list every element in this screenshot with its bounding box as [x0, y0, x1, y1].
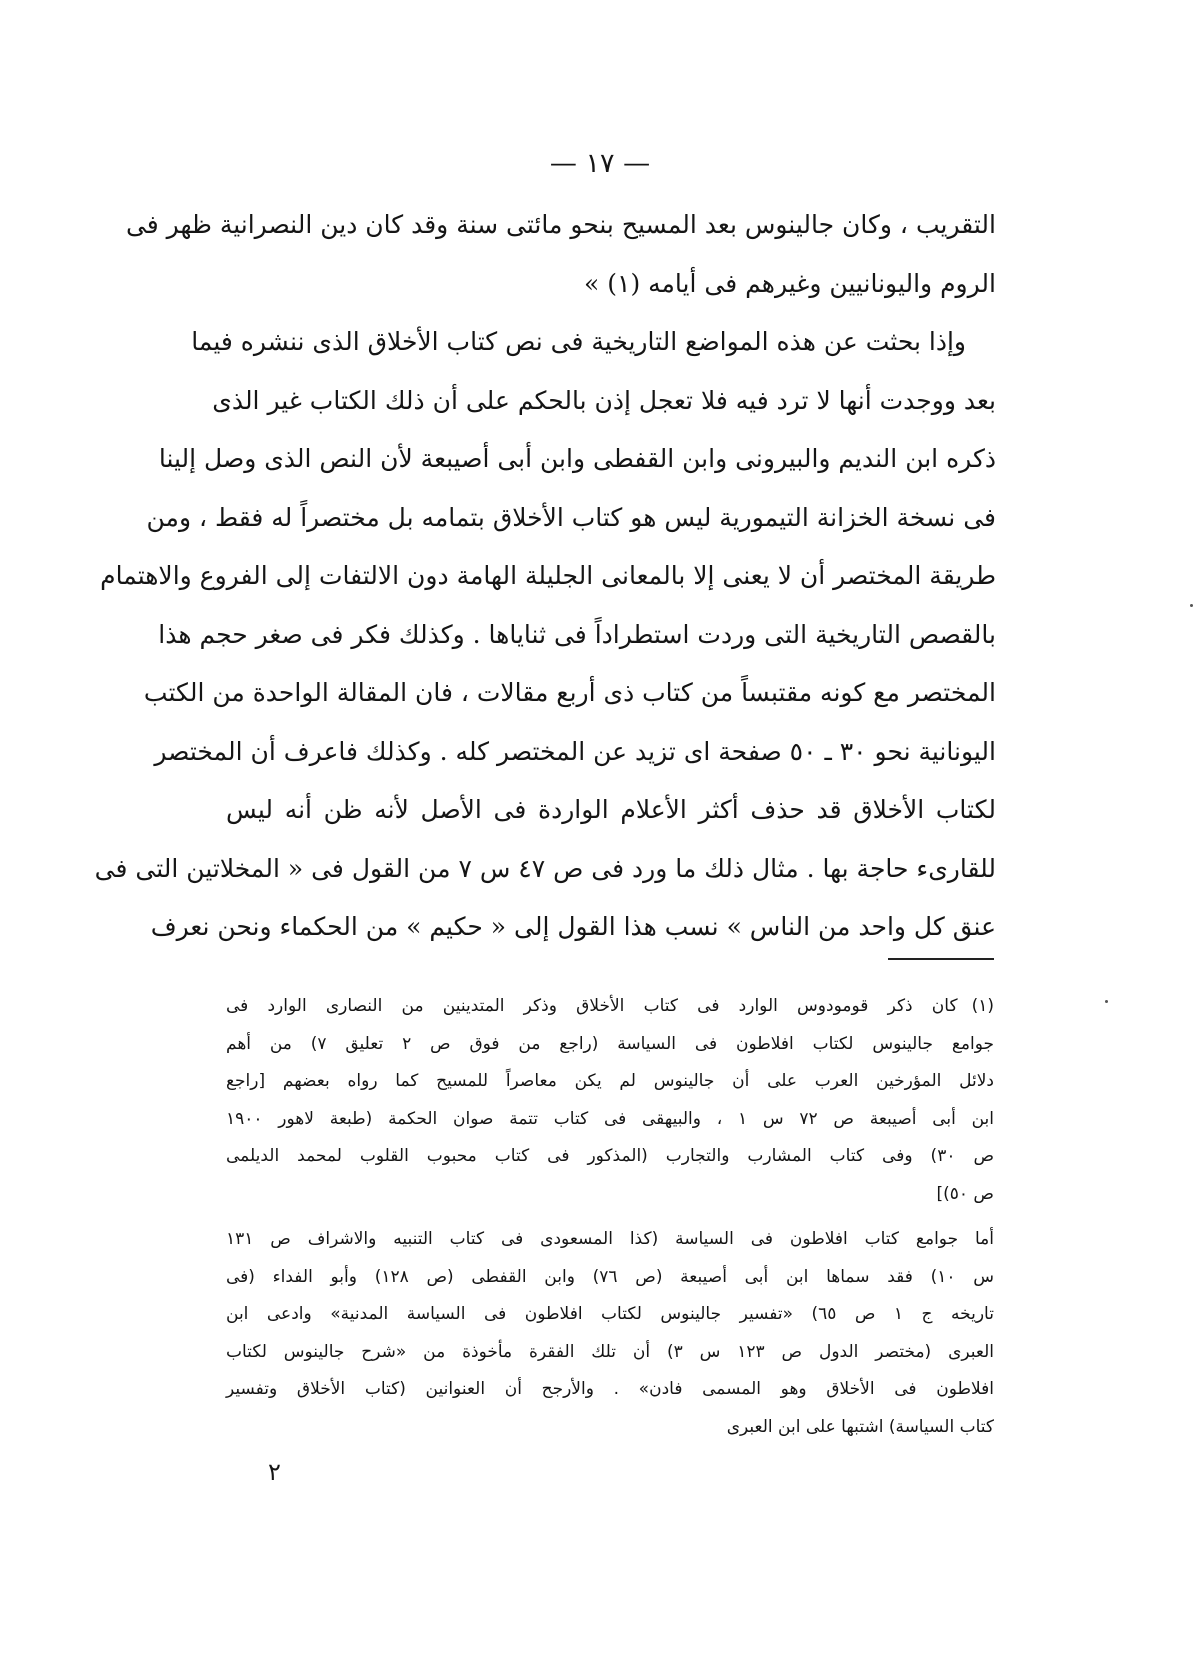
- footnote-line: تاريخه ج ١ ص ٦٥) «تفسير جالينوس لكتاب افلاطون فى السياسة المدنية» وادعى ابن: [226, 1304, 994, 1324]
- footnote-continuation: [226, 1221, 994, 1446]
- scan-speck: [1105, 1000, 1108, 1003]
- footnote-line: ابن أبى أصيبعة ص ٧٢ س ١ ، والبيهقى فى كتاب تتمة صوان الحكمة (طبعة لاهور ١٩٠٠: [226, 1108, 995, 1129]
- main-text-line: الروم واليونانيين وغيرهم فى أيامه (١) »: [584, 268, 996, 298]
- scan-speck: [1190, 604, 1193, 607]
- main-text-block: [94, 196, 996, 957]
- footnotes-block: [226, 988, 994, 1446]
- footnote-line: جوامع جالينوس لكتاب افلاطون فى السياسة (راجع من فوق ص ٢ تعليق ٧) من أهم: [226, 1033, 994, 1054]
- signature-mark: ٢: [268, 1458, 281, 1486]
- footnote-line: كتاب السياسة) اشتبها على ابن العبرى: [726, 1416, 994, 1437]
- main-text-line: للقارىء حاجة بها . مثال ذلك ما ورد فى ص ٤٧ س ٧ من القول فى « المخلاتين التى فى: [94, 853, 996, 883]
- main-text-line: لكتاب الأخلاق قد حذف أكثر الأعلام الواردة فى الأصل لأنه ظن أنه ليس: [226, 795, 996, 824]
- footnote-1: [226, 988, 994, 1213]
- footnote-marker: (١): [971, 996, 994, 1016]
- footnote-line: [226, 988, 994, 1026]
- main-text-line: بالقصص التاريخية التى وردت استطراداً فى ثناياها . وكذلك فكر فى صغر حجم هذا: [158, 619, 996, 649]
- main-text-line: عنق كل واحد من الناس » نسب هذا القول إلى « حكيم » من الحكماء ونحن نعرف: [150, 912, 996, 941]
- main-text-line: اليونانية نحو ٣٠ ـ ٥٠ صفحة اى تزيد عن المختصر كله . وكذلك فاعرف أن المختصر: [154, 736, 996, 766]
- main-text-line: فى نسخة الخزانة التيمورية ليس هو كتاب الأخلاق بتمامه بل مختصراً له فقط ، ومن: [146, 502, 996, 532]
- footnote-line: العبرى (مختصر الدول ص ١٢٣ س ٣) أن تلك الفقرة مأخوذة من «شرح جالينوس لكتاب: [226, 1341, 994, 1362]
- footnote-line: أما جوامع كتاب افلاطون فى السياسة (كذا المسعودى فى كتاب التنبيه والاشراف ص ١٣١: [226, 1229, 994, 1249]
- footnote-line: دلائل المؤرخين العرب على أن جالينوس لم يكن معاصراً للمسيح كما رواه بعضهم [راجع: [226, 1071, 994, 1091]
- main-text-line: التقريب ، وكان جالينوس بعد المسيح بنحو مائتى سنة وقد كان دين النصرانية ظهر فى: [125, 210, 996, 239]
- main-text-line: المختصر مع كونه مقتبساً من كتاب ذى أربع مقالات ، فان المقالة الواحدة من الكتب: [143, 678, 996, 707]
- footnote-line: س ١٠) فقد سماها ابن أبى أصيبعة (ص ٧٦) وابن القفطى (ص ١٢٨) وأبو الفداء (فى: [226, 1266, 994, 1287]
- main-text-line: ذكره ابن النديم والبيرونى وابن القفطى وابن أبى أصيبعة لأن النص الذى وصل إلينا: [158, 444, 996, 473]
- footnote-line: ص ٣٠) وفى كتاب المشارب والتجارب (المذكور فى كتاب محبوب القلوب لمحمد الديلمى: [226, 1146, 994, 1166]
- page-number: — ١٧ —: [549, 148, 651, 179]
- footnote-line: ص ٥٠)]: [936, 1183, 994, 1204]
- footnote-line: افلاطون فى الأخلاق وهو المسمى فادن» . والأرجح أن العنوانين (كتاب الأخلاق وتفسير: [226, 1379, 994, 1399]
- main-text-line: بعد ووجدت أنها لا ترد فيه فلا تعجل إذن بالحكم على أن ذلك الكتاب غير الذى: [212, 385, 996, 415]
- main-text-line: طريقة المختصر أن لا يعنى إلا بالمعانى الجليلة الهامة دون الالتفات إلى الفروع والاهتمام: [100, 561, 996, 590]
- footnote-text: كان ذكر قومودوس الوارد فى كتاب الأخلاق وذكر المتدينين من النصارى الوارد فى: [226, 996, 958, 1016]
- main-text-line: وإذا بحثت عن هذه المواضع التاريخية فى نص كتاب الأخلاق الذى ننشره فيما: [191, 327, 966, 356]
- footnote-divider: [888, 958, 994, 960]
